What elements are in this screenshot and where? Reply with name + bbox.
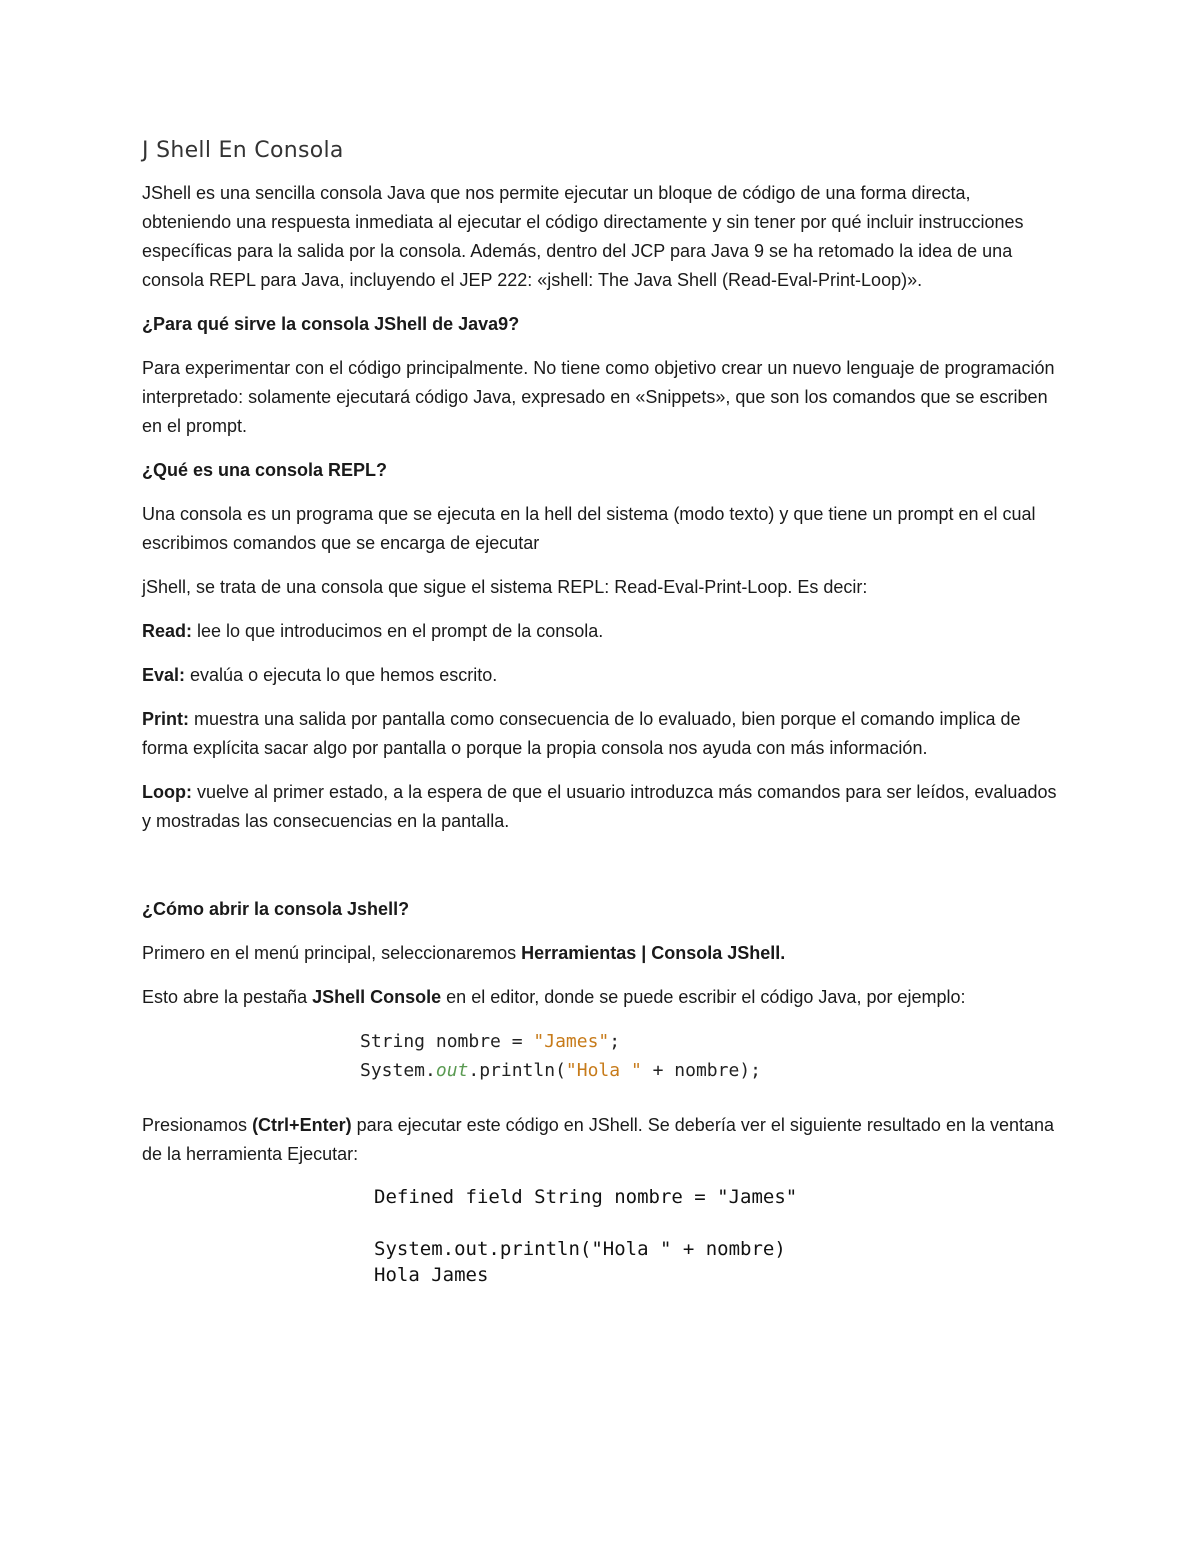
code-field: out (435, 1060, 469, 1081)
step-paragraph-2 (142, 983, 1062, 1012)
intro-paragraph: JShell es una sencilla consola Java que nos permite ejecutar un bloque de código de una forma directa, obteniendo una respuesta inmediata al ejecutar el código directamente y sin tener por qué incluir instrucciones específicas para la salida por la consola. Además, dentro del JCP para Java 9 se ha retomado la idea de una consola REPL para Java, incluyendo el JEP 222: «jshell: The Java Shell (Read-Eval-Print-Loop)». (142, 183, 1024, 290)
output-line-2: System.out.println("Hola " + nombre) (374, 1238, 786, 1260)
step-text: en el editor, donde se puede escribir el código Java, por ejemplo: (441, 987, 966, 1007)
repl-term: Eval: (142, 665, 186, 685)
step-bold: (Ctrl+Enter) (252, 1115, 352, 1135)
step-bold: Herramientas | Consola JShell. (521, 943, 786, 963)
page-title: J Shell En Consola (142, 138, 344, 163)
code-token: System. (360, 1060, 436, 1081)
question-heading-1: ¿Para qué sirve la consola JShell de Java9? (142, 314, 520, 334)
repl-item-eval (142, 661, 1062, 690)
code-line-1 (360, 1027, 1062, 1056)
code-string: "Hola " (565, 1060, 642, 1081)
step-paragraph-1 (142, 939, 1062, 968)
answer-paragraph-2: Una consola es un programa que se ejecuta en la hell del sistema (modo texto) y que tiene un prompt en el cual escribimos comandos que se encarga de ejecutar (142, 504, 1036, 553)
question-heading-2: ¿Qué es una consola REPL? (142, 460, 388, 480)
code-token: ; (609, 1031, 621, 1052)
step-bold: JShell Console (312, 987, 442, 1007)
step-paragraph-3 (142, 1111, 1062, 1169)
code-string: "James" (533, 1031, 610, 1052)
repl-item-loop (142, 778, 1062, 836)
code-snippet-input (360, 1027, 1062, 1085)
code-output (374, 1184, 1062, 1288)
output-line-1: Defined field String nombre = "James" (374, 1186, 798, 1208)
repl-desc: vuelve al primer estado, a la espera de que el usuario introduzca más comandos para ser leídos, evaluados y mostradas las consecuencias en la pantalla. (142, 782, 1057, 831)
answer-paragraph-1: Para experimentar con el código principalmente. No tiene como objetivo crear un nuevo lenguaje de programación interpretado: solamente ejecutará código Java, expresado en «Snippets», que son los comandos que se escriben en el prompt. (142, 358, 1055, 436)
repl-desc: lee lo que introducimos en el prompt de la consola. (192, 621, 604, 641)
repl-item-print (142, 705, 1062, 763)
code-token: String nombre = (360, 1031, 534, 1052)
repl-term: Print: (142, 709, 189, 729)
question-heading-3: ¿Cómo abrir la consola Jshell? (142, 899, 410, 919)
step-text: para ejecutar este código en JShell. Se debería ver el siguiente resultado en la ventana de la herramienta Ejecutar: (142, 1115, 1055, 1164)
repl-term: Read: (142, 621, 193, 641)
code-token: .println( (468, 1060, 566, 1081)
repl-item-read (142, 617, 1062, 646)
output-gap (374, 1210, 1062, 1236)
step-text: Primero en el menú principal, seleccionaremos (142, 943, 522, 963)
repl-desc: evalúa o ejecuta lo que hemos escrito. (185, 665, 498, 685)
code-token: + nombre); (641, 1060, 761, 1081)
step-text: Presionamos (142, 1115, 253, 1135)
repl-desc: muestra una salida por pantalla como consecuencia de lo evaluado, bien porque el comando implica de forma explícita sacar algo por pantalla o porque la propia consola nos ayuda con más información. (142, 709, 1021, 758)
output-line-3: Hola James (374, 1264, 489, 1286)
step-text: Esto abre la pestaña (142, 987, 313, 1007)
section-spacer (142, 851, 1062, 895)
answer-paragraph-2b: jShell, se trata de una consola que sigue el sistema REPL: Read-Eval-Print-Loop. Es decir: (142, 577, 868, 597)
code-line-2 (360, 1056, 1062, 1085)
repl-term: Loop: (142, 782, 192, 802)
document-body (142, 138, 1062, 1288)
